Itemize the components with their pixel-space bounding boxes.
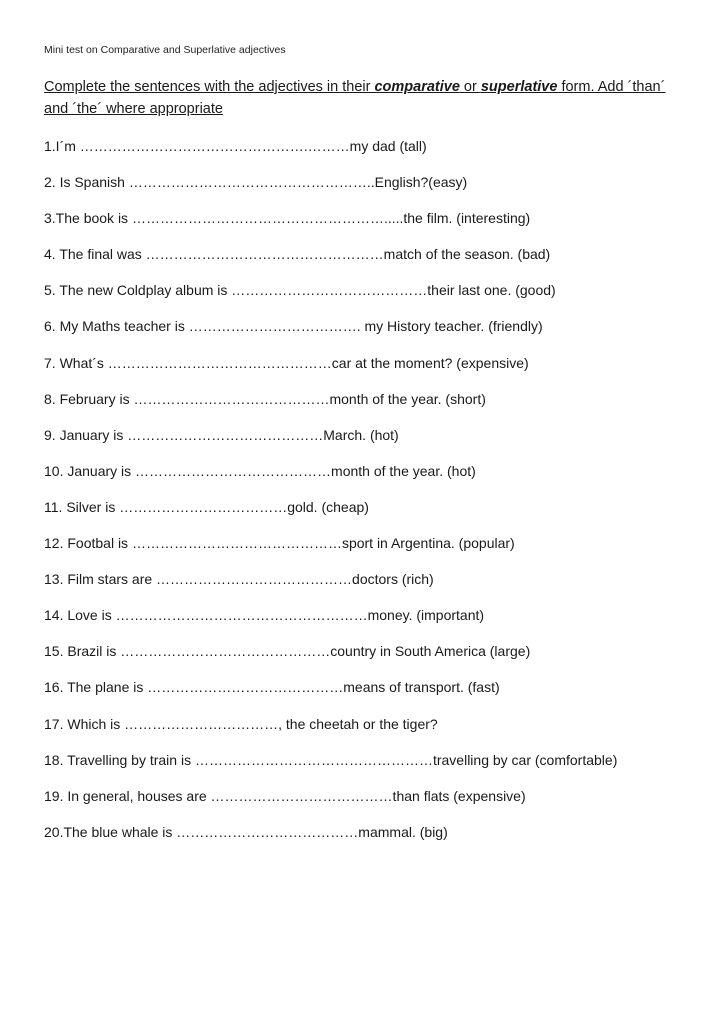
instructions-text-2: or — [459, 79, 481, 95]
question-list — [44, 136, 684, 858]
question-9: 9. January is ……………………………………March. (hot) — [44, 426, 399, 443]
question-14: 14. Love is ………………………………………………money. (important) — [44, 607, 485, 624]
question-2: 2. Is Spanish ……………………………………………..English?(easy) — [44, 174, 468, 191]
question-4: 4. The final was ……………………………………………match of the season. (bad) — [44, 246, 551, 263]
instructions — [44, 76, 684, 120]
instructions-superlative: superlative — [480, 79, 558, 95]
question-17: 17. Which is ……………………………, the cheetah or the tiger? — [44, 715, 438, 732]
question-3: 3.The book is ……………………………………………….....the film. (interesting) — [44, 210, 531, 227]
question-5: 5. The new Coldplay album is ……………………………………their last one. (good) — [44, 282, 556, 299]
question-11: 11. Silver is ………………………………gold. (cheap) — [44, 498, 369, 515]
question-7: 7. What´s …………………………………………car at the moment? (expensive) — [44, 354, 529, 371]
worksheet-title: Mini test on Comparative and Superlative adjectives — [44, 44, 286, 56]
question-1: 1.I´m ………………………………………….………my dad (tall) — [44, 138, 427, 154]
question-8: 8. February is ……………………………………month of the year. (short) — [44, 390, 486, 407]
instructions-text-1: Complete the sentences with the adjectives in their — [44, 79, 375, 95]
question-19: 19. In general, houses are …………………………………than flats (expensive) — [44, 787, 526, 804]
question-10: 10. January is ……………………………………month of the year. (hot) — [44, 462, 476, 479]
instructions-text-3: form. Add ´than´ and ´the´ where appropriate — [44, 79, 666, 117]
question-16: 16. The plane is ……………………………………means of transport. (fast) — [44, 679, 500, 696]
question-15: 15. Brazil is ………………………………………country in South America (large) — [44, 643, 531, 660]
question-18: 18. Travelling by train is ……………………………………………travelling by car (comfortable) — [44, 751, 618, 768]
question-13: 13. Film stars are ……………………………………doctors (rich) — [44, 571, 434, 588]
instructions-comparative: comparative — [374, 79, 460, 95]
question-12: 12. Footbal is ………………………………………sport in Argentina. (popular) — [44, 535, 515, 552]
question-6: 6. My Maths teacher is ………………………………. my History teacher. (friendly) — [44, 318, 543, 335]
question-20: 20.The blue whale is …………………………………mammal. (big) — [44, 823, 448, 840]
